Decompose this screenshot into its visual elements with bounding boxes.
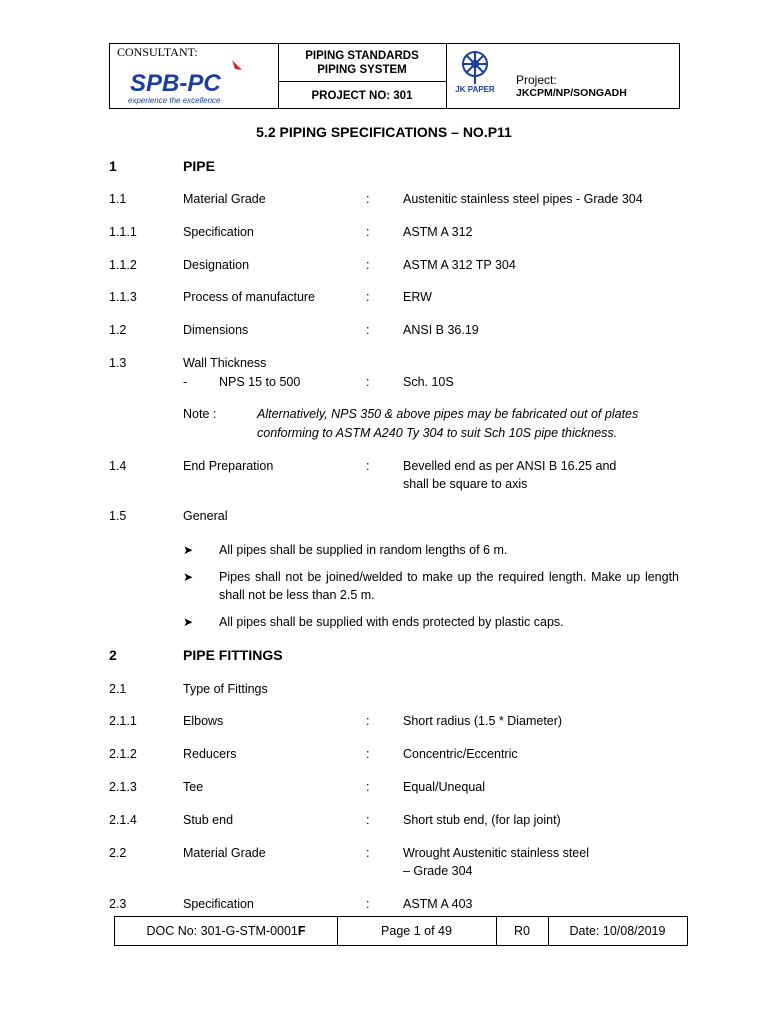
section-2-number: 2 xyxy=(109,647,117,663)
row-num: 2.1.3 xyxy=(109,780,137,794)
wall-dash: - xyxy=(183,375,188,389)
row-num: 2.1.2 xyxy=(109,747,137,761)
general-label: General xyxy=(183,509,228,523)
jk-paper-logo xyxy=(454,48,496,104)
date: Date: 10/08/2019 xyxy=(569,924,666,938)
client-logo-text: JK PAPER xyxy=(455,85,495,94)
row-colon: : xyxy=(366,323,370,337)
logo-text: SPB-PC xyxy=(130,70,221,97)
project-cell xyxy=(446,44,679,108)
bullet-text: Pipes shall not be joined/welded to make up the required length. Make up length shall not be less than 2.5 m. xyxy=(219,570,679,602)
spec-label: Specification xyxy=(183,897,254,911)
revision: R0 xyxy=(496,917,549,945)
row-num: 2.1.4 xyxy=(109,813,137,827)
page-number: Page 1 of 49 xyxy=(337,917,497,945)
material-label: Material Grade xyxy=(183,846,266,860)
row-num: 1.2 xyxy=(109,323,127,337)
bullet-arrow-icon: ➤ xyxy=(183,615,194,629)
end-prep-num: 1.4 xyxy=(109,459,127,473)
row-value: ANSI B 36.19 xyxy=(403,323,479,337)
end-prep-line2: shall be square to axis xyxy=(403,477,528,491)
note-line2: conforming to ASTM A240 Ty 304 to suit Sch 10S pipe thickness. xyxy=(257,426,618,440)
bullet-arrow-icon: ➤ xyxy=(183,570,194,584)
row-label: Designation xyxy=(183,258,250,272)
material-colon: : xyxy=(366,846,370,860)
row-label: Tee xyxy=(183,780,204,794)
row-num: 1.1 xyxy=(109,192,127,206)
end-prep-line1: Bevelled end as per ANSI B 16.25 and xyxy=(403,459,617,473)
row-value: Equal/Unequal xyxy=(403,780,486,794)
standards-cell xyxy=(278,44,447,108)
bullet-arrow-icon: ➤ xyxy=(183,543,194,557)
row-colon: : xyxy=(366,258,370,272)
row-label: Material Grade xyxy=(183,192,266,206)
material-line2: – Grade 304 xyxy=(403,864,473,878)
footer-table xyxy=(114,916,688,946)
note-line1: Alternatively, NPS 350 & above pipes may be fabricated out of plates xyxy=(257,407,639,421)
document-title: 5.2 PIPING SPECIFICATIONS – NO.P11 xyxy=(256,124,512,140)
type-label: Type of Fittings xyxy=(183,682,268,696)
row-num: 1.1.2 xyxy=(109,258,137,272)
row-num: 1.1.3 xyxy=(109,290,137,304)
row-value: Concentric/Eccentric xyxy=(403,747,518,761)
standards-line2: PIPING SYSTEM xyxy=(317,64,407,76)
header-table xyxy=(109,43,680,109)
row-value: Short radius (1.5 * Diameter) xyxy=(403,714,563,728)
general-num: 1.5 xyxy=(109,509,127,523)
wall-label: Wall Thickness xyxy=(183,356,267,370)
row-colon: : xyxy=(366,225,370,239)
row-label: Specification xyxy=(183,225,254,239)
spec-colon: : xyxy=(366,897,370,911)
row-value: ERW xyxy=(403,290,432,304)
row-value: Austenitic stainless steel pipes - Grade 304 xyxy=(403,192,643,206)
spb-pc-logo xyxy=(114,58,274,108)
row-colon: : xyxy=(366,780,370,794)
consultant-cell xyxy=(110,44,279,108)
row-label: Process of manufacture xyxy=(183,290,316,304)
row-label: Dimensions xyxy=(183,323,249,337)
row-label: Reducers xyxy=(183,747,237,761)
section-1-number: 1 xyxy=(109,158,117,174)
material-num: 2.2 xyxy=(109,846,127,860)
project-value: JKCPM/NP/SONGADH xyxy=(516,87,627,99)
row-label: Stub end xyxy=(183,813,234,827)
row-colon: : xyxy=(366,747,370,761)
row-colon: : xyxy=(366,813,370,827)
material-line1: Wrought Austenitic stainless steel xyxy=(403,846,589,860)
row-value: Short stub end, (for lap joint) xyxy=(403,813,561,827)
wall-value: Sch. 10S xyxy=(403,375,454,389)
end-prep-colon: : xyxy=(366,459,370,473)
end-prep-label: End Preparation xyxy=(183,459,274,473)
row-colon: : xyxy=(366,192,370,206)
spec-value: ASTM A 403 xyxy=(403,897,473,911)
doc-number: DOC No: 301-G-STM-0001 xyxy=(146,924,298,938)
section-1-title: PIPE xyxy=(183,158,215,174)
row-colon: : xyxy=(366,290,370,304)
project-label: Project: xyxy=(516,73,557,87)
bullet-text: All pipes shall be supplied in random lengths of 6 m. xyxy=(219,543,508,557)
logo-tagline: experience the excellence xyxy=(128,96,221,105)
row-label: Elbows xyxy=(183,714,224,728)
doc-number-cell xyxy=(115,917,338,945)
doc-suffix: F xyxy=(297,924,306,938)
bullet-text: All pipes shall be supplied with ends protected by plastic caps. xyxy=(219,615,564,629)
standards-line1: PIPING STANDARDS xyxy=(305,50,419,62)
row-num: 2.1.1 xyxy=(109,714,137,728)
spec-num: 2.3 xyxy=(109,897,127,911)
row-num: 1.1.1 xyxy=(109,225,137,239)
row-value: ASTM A 312 TP 304 xyxy=(403,258,516,272)
wall-num: 1.3 xyxy=(109,356,127,370)
consultant-label: CONSULTANT: xyxy=(117,45,198,59)
row-colon: : xyxy=(366,714,370,728)
wall-colon: : xyxy=(366,375,370,389)
row-value: ASTM A 312 xyxy=(403,225,473,239)
project-number: PROJECT NO: 301 xyxy=(311,90,413,102)
section-2-title: PIPE FITTINGS xyxy=(183,647,283,663)
wall-sub-label: NPS 15 to 500 xyxy=(219,375,301,389)
type-num: 2.1 xyxy=(109,682,127,696)
note-label: Note : xyxy=(183,407,217,421)
